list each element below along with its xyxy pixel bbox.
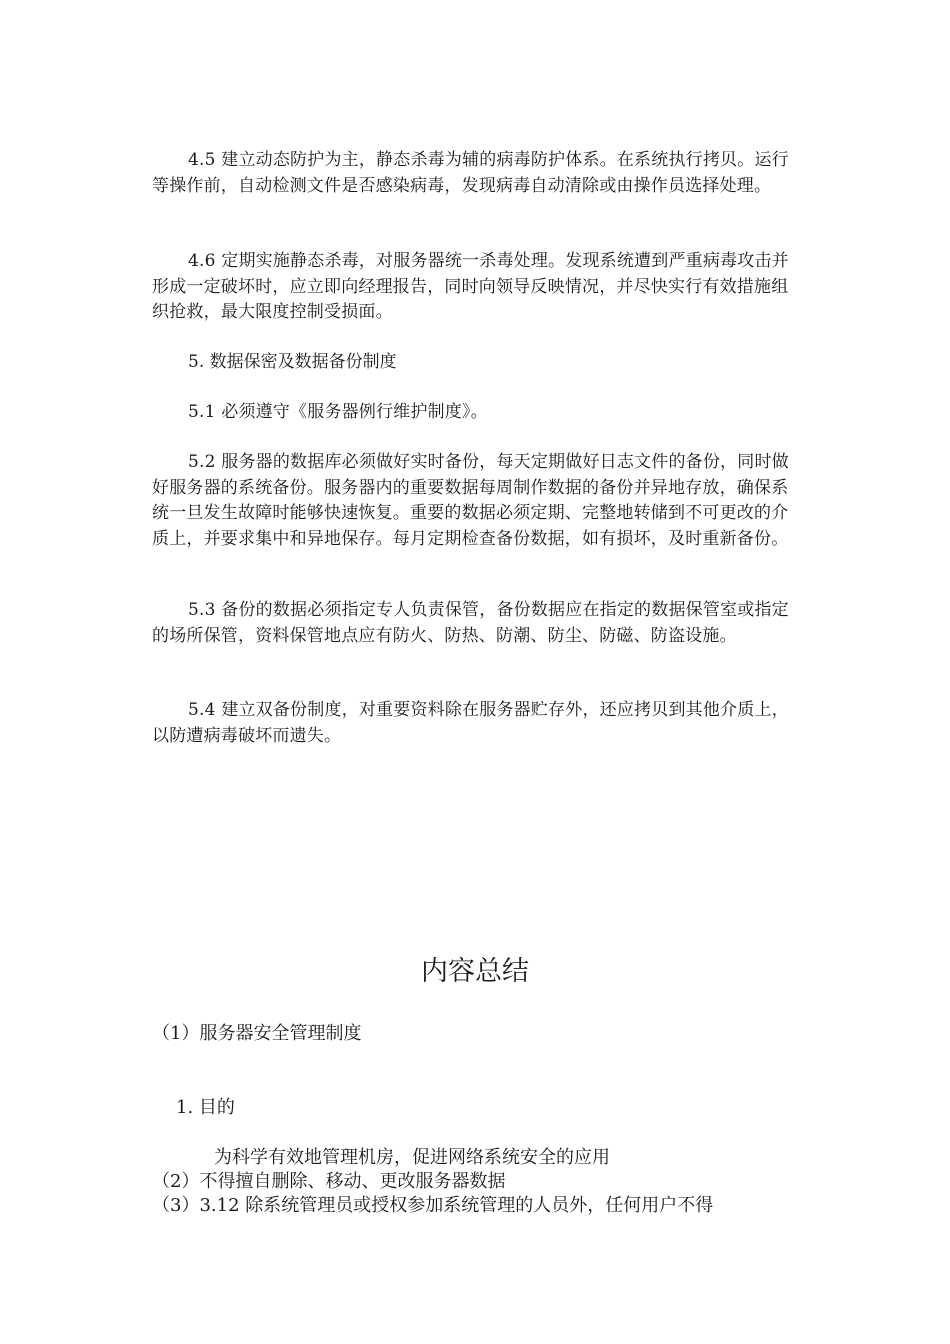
- paragraph-4-5: 4.5 建立动态防护为主，静态杀毒为辅的病毒防护体系。在系统执行拷贝。运行等操作前，自动检测文件是否感染病毒，发现病毒自动清除或由操作员选择处理。: [152, 150, 789, 196]
- paragraph-5-4: 5.4 建立双备份制度，对重要资料除在服务器贮存外，还应拷贝到其他介质上，以防遭病毒破坏而遗失。: [152, 700, 789, 746]
- paragraph-4-6: 4.6 定期实施静态杀毒，对服务器统一杀毒处理。发现系统遭到严重病毒攻击并形成一定破坏时，应立即向经理报告，同时向领导反映情况，并尽快实行有效措施组织抢救，最大限度控制受损面。: [152, 251, 789, 322]
- summary-item-3: （3）3.12 除系统管理员或授权参加系统管理的人员外，任何用户不得: [152, 1195, 714, 1216]
- summary-item-1-subheading: 1. 目的: [176, 1097, 235, 1118]
- summary-item-2: （2）不得擅自删除、移动、更改服务器数据: [152, 1171, 506, 1192]
- summary-item-1-text: 为科学有效地管理机房，促进网络系统安全的应用: [214, 1147, 610, 1168]
- paragraph-5-3: 5.3 备份的数据必须指定专人负责保管，备份数据应在指定的数据保管室或指定的场所保管，资料保管地点应有防火、防热、防潮、防尘、防磁、防盗设施。: [152, 600, 789, 646]
- paragraph-5-2: 5.2 服务器的数据库必须做好实时备份，每天定期做好日志文件的备份，同时做好服务器的系统备份。服务器内的重要数据每周制作数据的备份并异地存放，确保系统一旦发生故障时能够快速恢复。重要的数据必须定期、完整地转储到不可更改的介质上，并要求集中和异地保存。每月定期检查备份数据，如有损坏，及时重新备份。: [152, 452, 789, 549]
- summary-item-1: （1）服务器安全管理制度: [152, 1023, 362, 1044]
- summary-title: 内容总结: [421, 956, 529, 987]
- paragraph-5-1: 5.1 必须遵守《服务器例行维护制度》。: [188, 402, 488, 422]
- section-heading-5: 5. 数据保密及数据备份制度: [188, 352, 397, 372]
